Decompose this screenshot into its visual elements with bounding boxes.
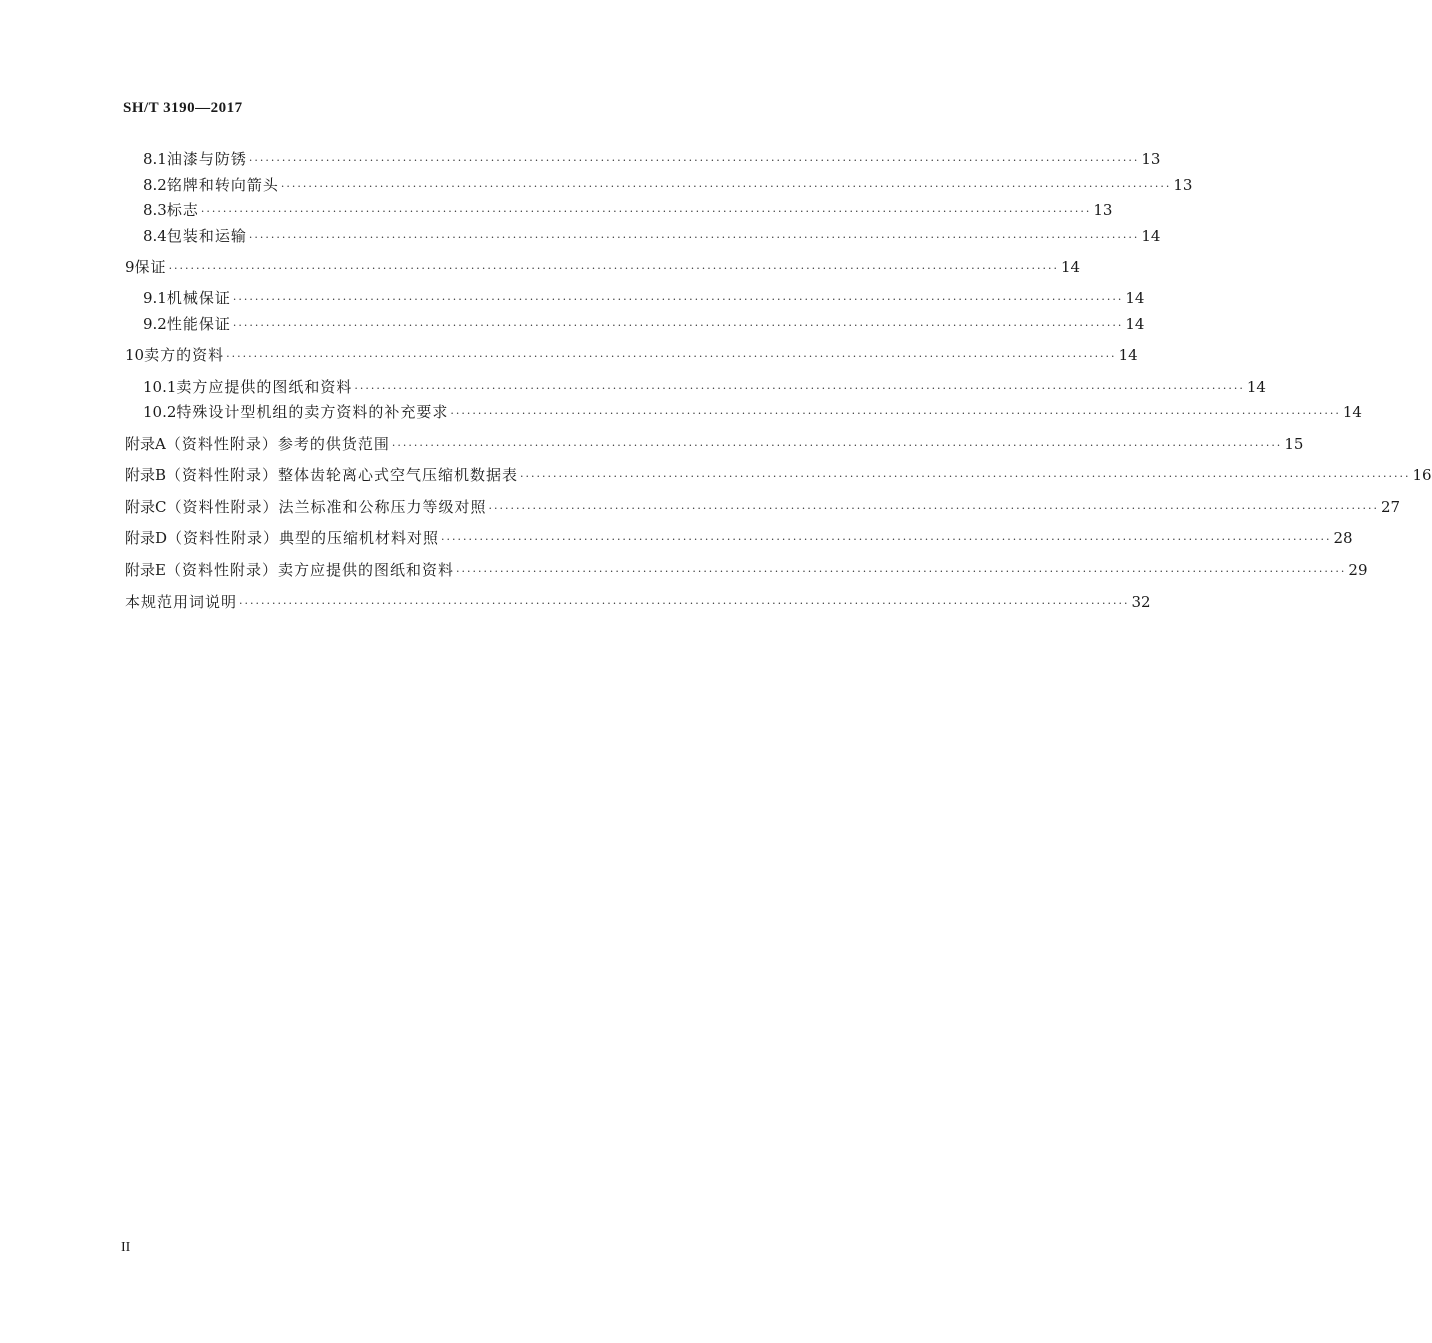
toc-entry-title: 特殊设计型机组的卖方资料的补充要求 <box>176 403 449 421</box>
toc-entry-title: 卖方的资料 <box>144 346 225 364</box>
toc-entry-number: 9 <box>125 258 135 276</box>
toc-entry-number: 10.2 <box>143 403 177 421</box>
toc-entry-8-3[interactable] <box>143 201 1113 219</box>
toc-entry-title: （资料性附录）典型的压缩机材料对照 <box>167 529 440 547</box>
toc-entry-title: 本规范用词说明 <box>125 593 238 611</box>
toc-entry-page: 14 <box>1125 315 1145 333</box>
toc-entry-title: （资料性附录）法兰标准和公称压力等级对照 <box>166 498 487 516</box>
dot-leader: ·································································································································································· <box>391 439 1283 452</box>
dot-leader: ·································································································································································· <box>441 533 1332 546</box>
standard-code: SH/T 3190—2017 <box>123 100 243 116</box>
toc-entry-9[interactable] <box>125 258 1081 276</box>
toc-entry-number: 附录A <box>125 435 166 453</box>
toc-entry-number: 附录E <box>125 561 166 579</box>
toc-entry-title: 标志 <box>166 201 199 219</box>
dot-leader: ·································································································································································· <box>488 502 1379 515</box>
toc-entry-page: 14 <box>1141 227 1161 245</box>
toc-entry-number: 10.1 <box>143 378 177 396</box>
toc-entry-title: 保证 <box>134 258 167 276</box>
dot-leader: ·································································································································································· <box>248 154 1140 167</box>
toc-entry-appendix-a[interactable] <box>125 435 1304 453</box>
toc-entry-page: 14 <box>1118 346 1138 364</box>
toc-entry-page: 13 <box>1173 176 1193 194</box>
dot-leader: ·································································································································································· <box>520 470 1411 483</box>
toc-entry-page: 13 <box>1141 150 1161 168</box>
toc-entry-appendix-e[interactable] <box>125 561 1368 579</box>
dot-leader: ·································································································································································· <box>354 382 1245 395</box>
toc-entry-number: 8.3 <box>143 201 167 219</box>
toc-entry-page: 16 <box>1412 466 1432 484</box>
toc-entry-page: 29 <box>1348 561 1368 579</box>
toc-entry-appendix-c[interactable] <box>125 498 1401 516</box>
toc-entry-8-4[interactable] <box>143 227 1161 245</box>
toc-entry-number: 10 <box>125 346 145 364</box>
toc-entry-page: 32 <box>1131 593 1151 611</box>
toc-entry-page: 28 <box>1333 529 1353 547</box>
dot-leader: ·································································································································································· <box>455 565 1347 578</box>
toc-entry-title: 包装和运输 <box>166 227 247 245</box>
toc-entry-10[interactable] <box>125 346 1138 364</box>
toc-entry-8-1[interactable] <box>143 150 1161 168</box>
dot-leader: ·································································································································································· <box>226 350 1117 363</box>
dot-leader: ·································································································································································· <box>239 597 1130 610</box>
toc-entry-9-2[interactable] <box>143 315 1145 333</box>
toc-entry-title: 油漆与防锈 <box>166 150 247 168</box>
toc-entry-page: 14 <box>1246 378 1266 396</box>
toc-entry-appendix-b[interactable] <box>125 466 1432 484</box>
toc-entry-number: 8.1 <box>143 150 167 168</box>
toc-entry-title: （资料性附录）整体齿轮离心式空气压缩机数据表 <box>166 466 519 484</box>
toc-entry-number: 附录B <box>125 466 167 484</box>
toc-entry-title: （资料性附录）参考的供货范围 <box>165 435 390 453</box>
dot-leader: ·································································································································································· <box>232 293 1124 306</box>
dot-leader: ·································································································································································· <box>248 231 1140 244</box>
toc-entry-page: 13 <box>1093 201 1113 219</box>
toc-entry-page: 14 <box>1061 258 1081 276</box>
toc-entry-page: 14 <box>1342 403 1362 421</box>
toc-entry-title: （资料性附录）卖方应提供的图纸和资料 <box>165 561 454 579</box>
toc-entry-title: 卖方应提供的图纸和资料 <box>176 378 353 396</box>
page-number: II <box>121 1240 131 1255</box>
toc-entry-terminology[interactable] <box>125 593 1151 611</box>
toc-entry-number: 附录D <box>125 529 168 547</box>
dot-leader: ·································································································································································· <box>280 180 1172 193</box>
toc-entry-page: 15 <box>1284 435 1304 453</box>
toc-entry-10-1[interactable] <box>143 378 1266 396</box>
toc-entry-page: 14 <box>1125 289 1145 307</box>
toc-entry-9-1[interactable] <box>143 289 1145 307</box>
toc-entry-title: 机械保证 <box>166 289 231 307</box>
toc-entry-title: 性能保证 <box>166 315 231 333</box>
toc-entry-number: 8.4 <box>143 227 167 245</box>
dot-leader: ·································································································································································· <box>168 262 1060 275</box>
toc-entry-number: 附录C <box>125 498 167 516</box>
toc-entry-10-2[interactable] <box>143 403 1362 421</box>
toc-entry-number: 9.2 <box>143 315 167 333</box>
toc-entry-number: 8.2 <box>143 176 167 194</box>
toc-entry-8-2[interactable] <box>143 176 1193 194</box>
toc-entry-title: 铭牌和转向箭头 <box>166 176 279 194</box>
toc-entry-appendix-d[interactable] <box>125 529 1353 547</box>
dot-leader: ·································································································································································· <box>450 407 1341 420</box>
dot-leader: ·································································································································································· <box>200 205 1092 218</box>
toc-entry-page: 27 <box>1380 498 1401 516</box>
toc-entry-number: 9.1 <box>143 289 167 307</box>
dot-leader: ·································································································································································· <box>232 319 1124 332</box>
